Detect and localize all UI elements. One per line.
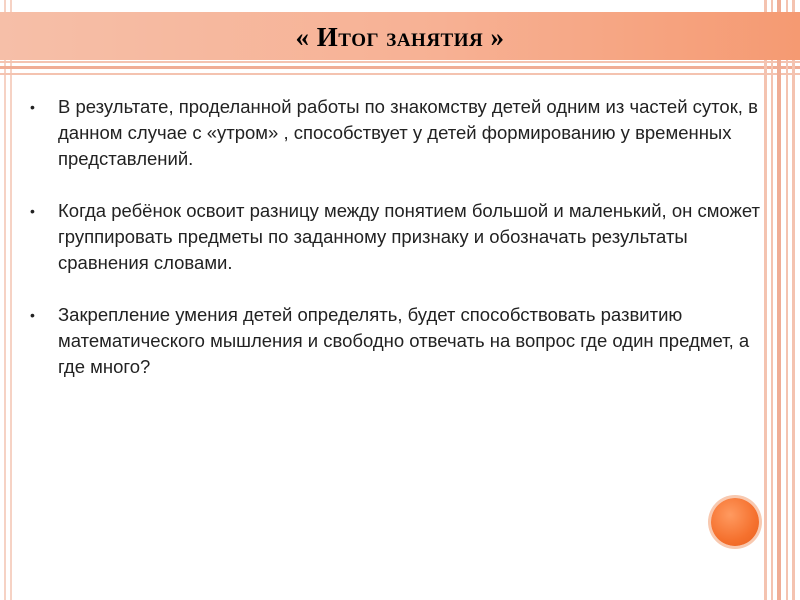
header-decor-stripe xyxy=(0,66,800,69)
left-decor-stripe xyxy=(4,0,6,600)
list-item-text: Закрепление умения детей определять, будет способствовать развитию математического мышления и свободно отвечать на вопрос где один предмет, а где много? xyxy=(58,304,750,377)
header-decor-stripe xyxy=(0,73,800,75)
list-item-text: В результате, проделанной работы по знакомству детей одним из частей суток, в данном случае с «утром» , способствует у детей формированию у временных представлений. xyxy=(58,96,758,169)
bullet-icon: • xyxy=(30,307,35,323)
slide-title: « Итог занятия » xyxy=(295,22,505,52)
right-decor-stripe xyxy=(771,0,773,600)
left-decor-stripe xyxy=(10,0,12,600)
bullet-icon: • xyxy=(30,203,35,219)
bullet-list xyxy=(30,94,765,406)
right-decor-stripe xyxy=(792,0,795,600)
right-decor-stripe xyxy=(777,0,781,600)
list-item xyxy=(30,94,765,172)
header-decor-stripe xyxy=(0,61,800,63)
list-item xyxy=(30,198,765,276)
list-item-text: Когда ребёнок освоит разницу между понятием большой и маленький, он сможет группировать предметы по заданному признаку и обозначать результаты сравнения словами. xyxy=(58,200,761,273)
list-item xyxy=(30,302,765,380)
right-decor-stripe xyxy=(786,0,788,600)
decorative-circle-icon xyxy=(711,498,759,546)
bullet-icon: • xyxy=(30,99,35,115)
